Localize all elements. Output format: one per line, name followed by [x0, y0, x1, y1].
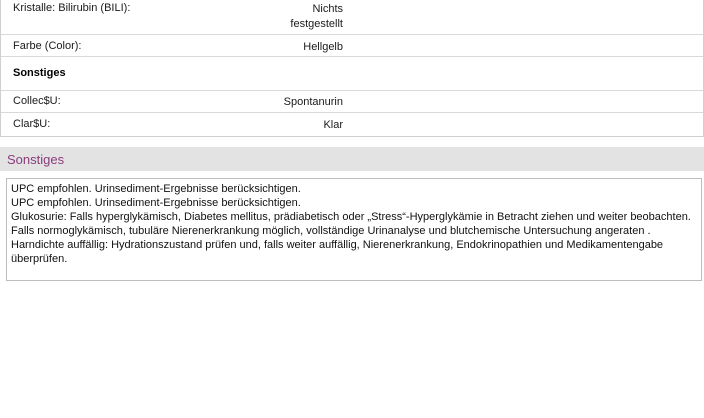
- section-title: Sonstiges: [7, 152, 65, 167]
- result-label: Collec$U:: [13, 95, 61, 107]
- result-value: [290, 2, 343, 32]
- result-label: Kristalle: Bilirubin (BILI):: [13, 2, 131, 14]
- comment-line: UPC empfohlen. Urinsediment-Ergebnisse berücksichtigen.: [11, 197, 301, 209]
- section-header: [0, 147, 704, 171]
- result-value-line: Nichts: [312, 3, 343, 15]
- comment-line: Glukosurie: Falls hyperglykämisch, Diabetes mellitus, prädiabetisch oder „Stress“-Hyperglykämie in Betracht ziehen und weiter beobachten. Falls normoglykämisch, tubuläre Nierenerkrankung möglich, vollständige Urinanalyse und blutchemische Untersuchung angeraten .: [11, 211, 691, 237]
- result-value: Spontanurin: [283, 96, 343, 108]
- result-row-color: [1, 35, 703, 57]
- comments-box: [6, 178, 702, 281]
- comment-line: UPC empfohlen. Urinsediment-Ergebnisse berücksichtigen.: [11, 183, 301, 195]
- result-section-heading: Sonstiges: [13, 67, 66, 79]
- result-row-bilirubin: [1, 0, 703, 35]
- result-label: Farbe (Color):: [13, 40, 82, 52]
- results-table: [0, 0, 704, 137]
- result-value: Hellgelb: [303, 41, 343, 53]
- result-value-line: festgestellt: [290, 18, 343, 30]
- result-value: Klar: [323, 119, 343, 131]
- result-row-collection: [1, 91, 703, 113]
- result-section-row: [1, 57, 703, 91]
- result-label: Clar$U:: [13, 118, 51, 130]
- comment-line: Harndichte auffällig: Hydrationszustand prüfen und, falls weiter auffällig, Nierenerkrankung, Endokrinopathien und Medikamentengabe überprüfen.: [11, 239, 664, 265]
- result-row-clarity: [1, 113, 703, 136]
